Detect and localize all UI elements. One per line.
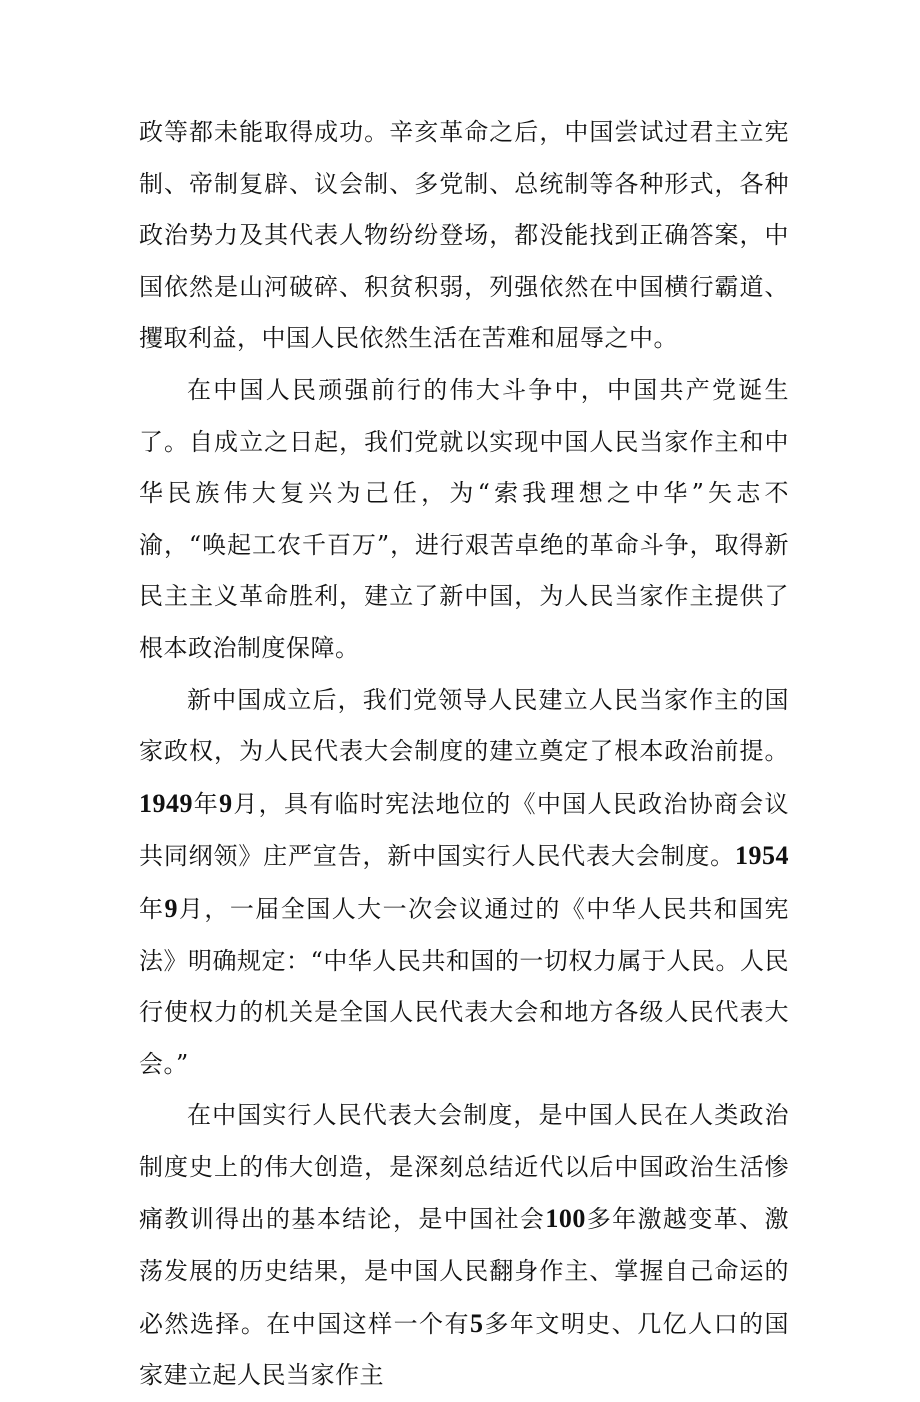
paragraph-4-text: 多年激越变革、激荡发展的历史结果，是中国人民翻身作主、掌握自己命运的必然选择。在中国这样一个有 [139, 1205, 790, 1338]
paragraph-2: 在中国人民顽强前行的伟大斗争中，中国共产党诞生了。自成立之日起，我们党就以实现中国人民当家作主和中华民族伟大复兴为己任，为“索我理想之中华”矢志不渝，“唤起工农千百万”，进行艰苦卓绝的革命斗争，取得新民主主义革命胜利，建立了新中国，为人民当家作主提供了根本政治制度保障。 [139, 375, 789, 662]
paragraph-3 [139, 675, 789, 1091]
paragraph-4-text: 多年文明史、几亿人口的国家建立起人民当家作主 [139, 1309, 790, 1390]
month-9: 9 [219, 788, 233, 818]
paragraph-1: 政等都未能取得成功。辛亥革命之后，中国尝试过君主立宪制、帝制复辟、议会制、多党制、总统制等各种形式，各种政治势力及其代表人物纷纷登场，都没能找到正确答案，中国依然是山河破碎、积贫积弱，列强依然在中国横行霸道、攫取利益，中国人民依然生活在苦难和屈辱之中。 [139, 118, 789, 353]
paragraph-3-text: 年 [139, 894, 165, 923]
paragraph-3-text: 月，一届全国人大一次会议通过的《中华人民共和国宪法》明确规定：“中华人民共和国的一切权力属于人民。人民行使权力的机关是全国人民代表大会和地方各级人民代表大会。” [139, 894, 790, 1078]
paragraph-3-text: 月，具有临时宪法地位的《中国人民政治协商会议共同纲领》庄严宣告，新中国实行人民代表大会制度。 [139, 789, 790, 871]
paragraph-3-text: 年 [193, 789, 220, 818]
year-1954: 1954 [735, 841, 789, 871]
year-1949: 1949 [139, 788, 193, 818]
body-text [139, 107, 789, 1402]
number-100: 100 [545, 1204, 586, 1234]
paragraph-4-text: 在中国实行人民代表大会制度，是中国人民在人类政治制度史上的伟大创造，是深刻总结近代以后中国政治生活惨痛教训得出的基本结论，是中国社会 [139, 1101, 789, 1234]
number-5: 5 [469, 1308, 484, 1338]
month-9: 9 [164, 893, 178, 923]
paragraph-3-text: 新中国成立后，我们党领导人民建立人民当家作主的国家政权，为人民代表大会制度的建立奠定了根本政治前提。 [139, 685, 789, 766]
paragraph-4 [139, 1090, 789, 1402]
